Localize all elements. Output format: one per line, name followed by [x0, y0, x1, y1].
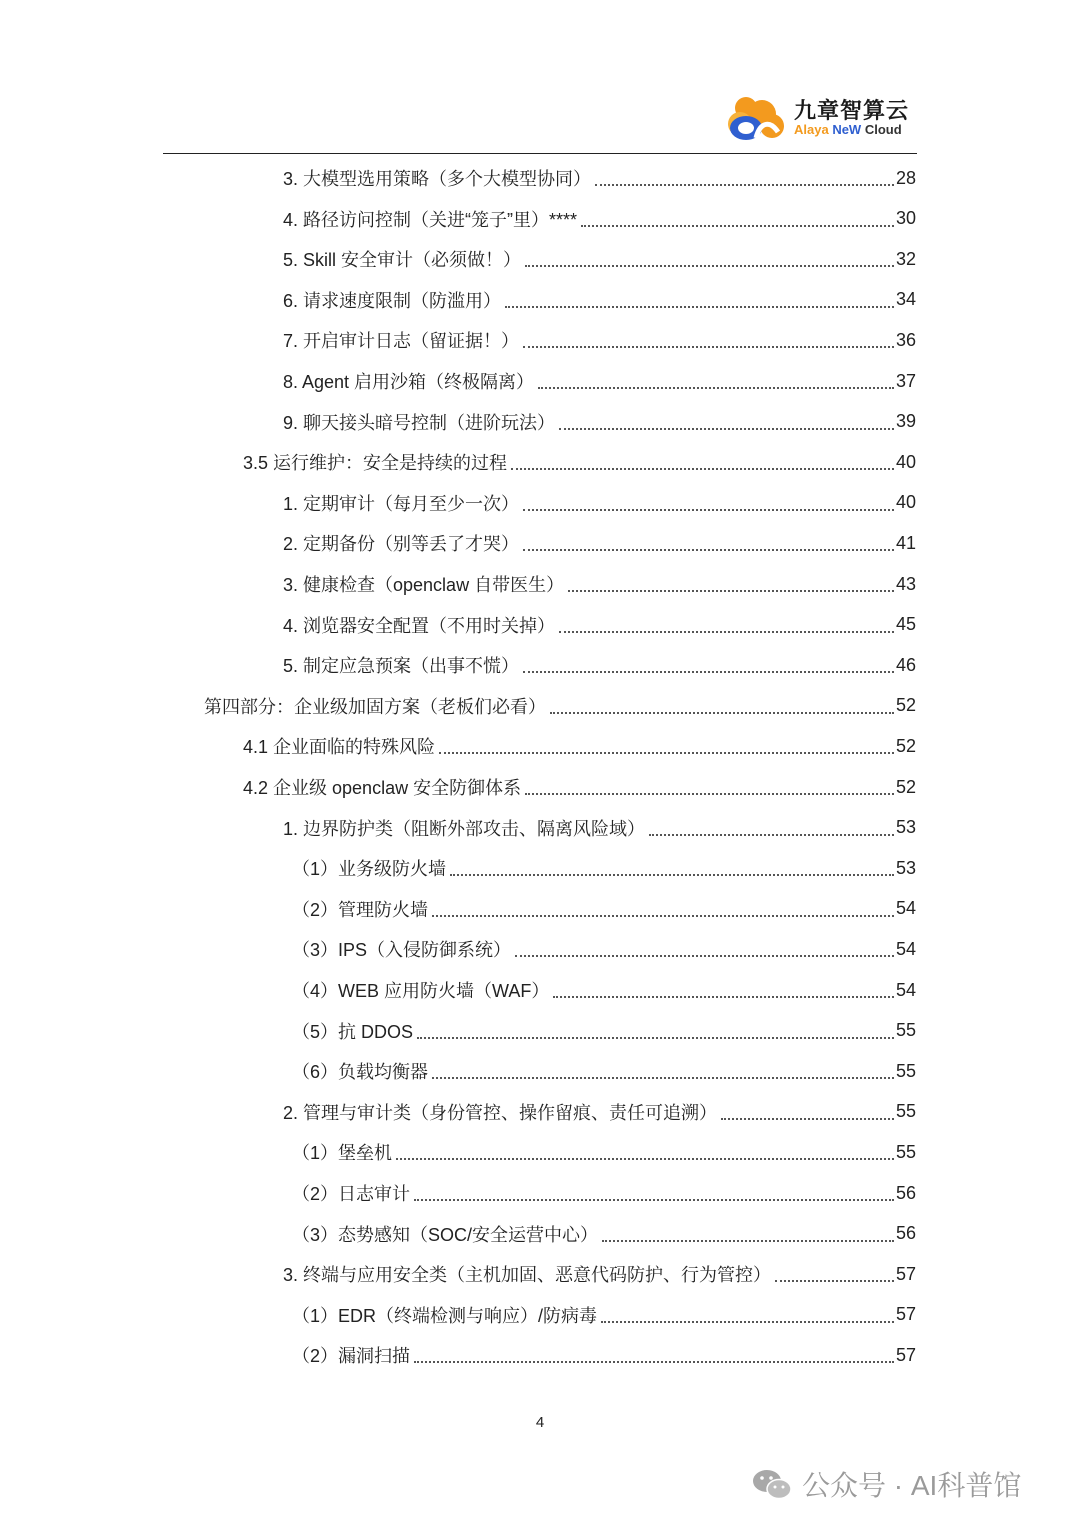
toc-dot-leader	[649, 808, 894, 848]
toc-entry-page: 54	[895, 898, 916, 919]
wechat-icon	[752, 1467, 792, 1501]
toc-entry-page: 40	[895, 492, 916, 513]
toc-dot-leader	[602, 1214, 894, 1254]
toc-entry-page: 34	[895, 289, 916, 310]
toc-dot-leader	[550, 686, 894, 726]
toc-entry[interactable]	[292, 970, 916, 1010]
page-number: 4	[535, 1414, 545, 1431]
toc-dot-leader	[559, 605, 894, 645]
toc-entry-title: 9. 聊天接头暗号控制（进阶玩法）	[283, 412, 556, 433]
toc-entry[interactable]	[292, 1214, 916, 1254]
toc-dot-leader	[525, 767, 894, 807]
toc-dot-leader	[538, 361, 894, 401]
toc-entry-page: 41	[895, 532, 916, 553]
toc-entry[interactable]	[292, 1335, 916, 1375]
toc-entry[interactable]	[283, 564, 916, 604]
toc-entry-page: 55	[895, 1020, 916, 1041]
logo-chinese-name: 九章智算云	[794, 98, 910, 123]
toc-dot-leader	[559, 402, 894, 442]
toc-entry[interactable]	[283, 199, 916, 239]
toc-entry-page: 53	[895, 857, 916, 878]
toc-dot-leader	[396, 1132, 894, 1172]
toc-entry-title: 7. 开启审计日志（留证据！）	[283, 331, 520, 352]
toc-dot-leader	[721, 1092, 894, 1132]
toc-entry[interactable]	[283, 361, 916, 401]
toc-entry[interactable]	[283, 483, 916, 523]
toc-entry[interactable]	[292, 1051, 916, 1091]
toc-entry-page: 54	[895, 979, 916, 1000]
toc-entry-page: 57	[895, 1304, 916, 1325]
toc-dot-leader	[414, 1335, 894, 1375]
toc-entry[interactable]	[283, 645, 916, 685]
toc-dot-leader	[505, 280, 894, 320]
toc-entry-title: 4.1 企业面临的特殊风险	[243, 737, 436, 758]
toc-dot-leader	[568, 564, 894, 604]
toc-entry-page: 56	[895, 1182, 916, 1203]
toc-dot-leader	[511, 442, 894, 482]
toc-entry-page: 36	[895, 329, 916, 350]
toc-entry-title: 8. Agent 启用沙箱（终极隔离）	[283, 372, 535, 392]
toc-dot-leader	[525, 239, 894, 279]
toc-entry[interactable]	[283, 402, 916, 442]
toc-entry-page: 52	[895, 776, 916, 797]
toc-entry[interactable]	[283, 605, 916, 645]
toc-entry-title: （5）抗 DDOS	[292, 1021, 414, 1042]
toc-entry-title: （1）业务级防火墙	[292, 859, 447, 880]
toc-entry-page: 55	[895, 1060, 916, 1081]
toc-entry[interactable]	[243, 726, 916, 766]
toc-entry-page: 30	[895, 208, 916, 229]
toc-entry[interactable]	[283, 320, 916, 360]
toc-entry[interactable]	[283, 280, 916, 320]
toc-entry[interactable]	[283, 1092, 916, 1132]
toc-entry[interactable]	[292, 1295, 916, 1335]
toc-entry-page: 57	[895, 1344, 916, 1365]
toc-entry-title: 3. 健康检查（openclaw 自带医生）	[283, 575, 565, 595]
toc-entry-title: （4）WEB 应用防火墙（WAF）	[292, 981, 550, 1001]
toc-entry-title: 第四部分：企业级加固方案（老板们必看）	[204, 696, 546, 717]
toc-entry-title: （3）IPS（入侵防御系统）	[292, 940, 512, 961]
toc-entry-title: 5. 制定应急预案（出事不慌）	[283, 656, 520, 677]
toc-entry[interactable]	[283, 523, 916, 563]
toc-entry[interactable]	[292, 848, 916, 888]
toc-entry[interactable]	[283, 1254, 916, 1294]
toc-entry-title: 4.2 企业级 openclaw 安全防御体系	[243, 778, 522, 798]
toc-entry-title: 4. 浏览器安全配置（不用时关掉）	[283, 615, 556, 636]
toc-dot-leader	[775, 1254, 894, 1294]
toc-entry[interactable]	[204, 686, 916, 726]
toc-entry-title: 3.5 运行维护：安全是持续的过程	[243, 453, 508, 474]
toc-entry[interactable]	[243, 442, 916, 482]
toc-entry-page: 45	[895, 614, 916, 635]
toc-dot-leader	[450, 848, 894, 888]
toc-entry-title: 3. 大模型选用策略（多个大模型协同）	[283, 169, 592, 189]
toc-entry-page: 43	[895, 573, 916, 594]
toc-dot-leader	[523, 523, 894, 563]
logo-english-name: Alaya NeW Cloud	[794, 122, 902, 137]
toc-dot-leader	[432, 889, 894, 929]
toc-entry[interactable]	[292, 1132, 916, 1172]
toc-dot-leader	[581, 199, 894, 239]
company-logo	[726, 92, 926, 144]
toc-entry-page: 32	[895, 248, 916, 269]
toc-dot-leader	[595, 158, 894, 198]
toc-entry-page: 40	[895, 451, 916, 472]
toc-entry-page: 46	[895, 654, 916, 675]
toc-entry[interactable]	[292, 1173, 916, 1213]
toc-entry-title: （3）态势感知（SOC/安全运营中心）	[292, 1224, 599, 1245]
toc-entry-title: 2. 管理与审计类（身份管控、操作留痕、责任可追溯）	[283, 1102, 718, 1123]
toc-entry[interactable]	[283, 808, 916, 848]
toc-entry-title: （2）漏洞扫描	[292, 1346, 411, 1367]
toc-entry-title: （1）EDR（终端检测与响应）/防病毒	[292, 1305, 598, 1326]
toc-dot-leader	[439, 726, 894, 766]
toc-entry-title: 6. 请求速度限制（防滥用）	[283, 290, 502, 311]
toc-entry[interactable]	[283, 239, 916, 279]
toc-dot-leader	[553, 970, 894, 1010]
toc-entry-title: 2. 定期备份（别等丢了才哭）	[283, 534, 520, 555]
cloud-logo-icon	[726, 92, 788, 144]
toc-dot-leader	[523, 483, 894, 523]
toc-entry-page: 28	[895, 167, 916, 188]
toc-entry-page: 53	[895, 817, 916, 838]
toc-entry-title: （1）堡垒机	[292, 1143, 393, 1164]
toc-dot-leader	[515, 929, 894, 969]
toc-entry-page: 52	[895, 695, 916, 716]
toc-entry-page: 54	[895, 938, 916, 959]
toc-entry-page: 55	[895, 1141, 916, 1162]
toc-entry-page: 37	[895, 370, 916, 391]
toc-entry[interactable]	[292, 889, 916, 929]
header-divider	[163, 153, 917, 154]
toc-entry-title: （6）负载均衡器	[292, 1062, 429, 1083]
toc-entry-title: 5. Skill 安全审计（必须做！）	[283, 250, 522, 271]
toc-entry-page: 52	[895, 735, 916, 756]
toc-dot-leader	[414, 1173, 894, 1213]
watermark	[752, 1464, 1021, 1504]
toc-entry-title: 3. 终端与应用安全类（主机加固、恶意代码防护、行为管控）	[283, 1265, 772, 1286]
toc-entry[interactable]	[292, 1011, 916, 1051]
toc-dot-leader	[417, 1011, 894, 1051]
toc-dot-leader	[432, 1051, 894, 1091]
toc-entry-page: 39	[895, 411, 916, 432]
toc-entry[interactable]	[292, 929, 916, 969]
toc-entry-title: 4. 路径访问控制（关进“笼子”里）****	[283, 209, 578, 230]
toc-entry-page: 56	[895, 1223, 916, 1244]
watermark-text: 公众号 · AI科普馆	[802, 1470, 1022, 1501]
toc-dot-leader	[601, 1295, 894, 1335]
toc-entry-page: 57	[895, 1263, 916, 1284]
toc-dot-leader	[523, 645, 894, 685]
toc-entry-title: （2）管理防火墙	[292, 899, 429, 920]
toc-entry-title: 1. 定期审计（每月至少一次）	[283, 493, 520, 514]
toc-entry-title: 1. 边界防护类（阻断外部攻击、隔离风险域）	[283, 818, 646, 839]
toc-entry[interactable]	[243, 767, 916, 807]
toc-entry-page: 55	[895, 1101, 916, 1122]
toc-entry[interactable]	[283, 158, 916, 198]
toc-entry-title: （2）日志审计	[292, 1184, 411, 1204]
toc-dot-leader	[523, 320, 894, 360]
